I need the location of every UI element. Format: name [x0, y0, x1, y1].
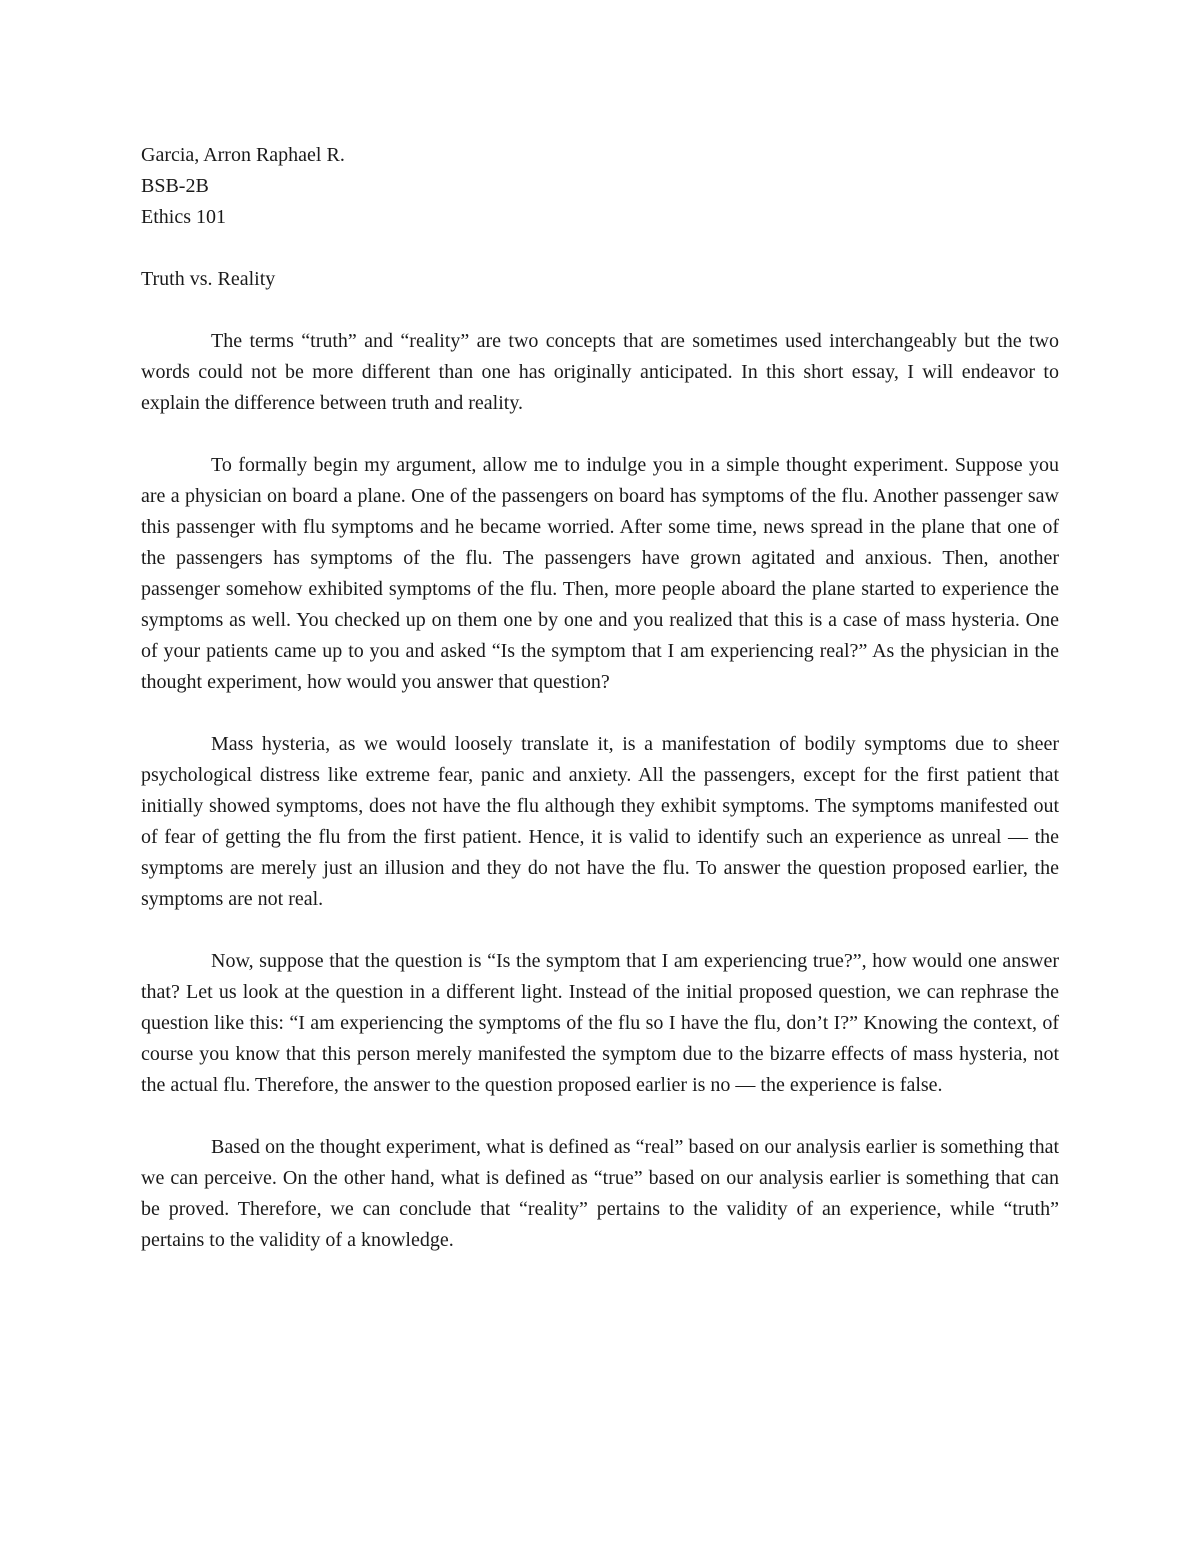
paragraph-conclusion: Based on the thought experiment, what is defined as “real” based on our analysis earlier is something that we can perceive. On the other hand, what is defined as “true” based on our analysis earlier is something that can be proved. Therefore, we can conclude that “reality” pertains to the validity of an experience, while “truth” pertains to the validity of a knowledge.	[141, 1136, 1059, 1251]
course-label: Ethics 101	[141, 206, 226, 228]
document-page	[141, 140, 1059, 1287]
paragraph-introduction: The terms “truth” and “reality” are two concepts that are sometimes used interchangeably but the two words could not be more different than one has originally anticipated. In this short essay, I will endeavor to explain the difference between truth and reality.	[141, 330, 1059, 414]
section-label: BSB-2B	[141, 175, 209, 197]
paragraph-mass-hysteria: Mass hysteria, as we would loosely translate it, is a manifestation of bodily symptoms due to sheer psychological distress like extreme fear, panic and anxiety. All the passengers, except for the first patient that initially showed symptoms, does not have the flu although they exhibit symptoms. The symptoms manifested out of fear of getting the flu from the first patient. Hence, it is valid to identify such an experience as unreal — the symptoms are merely just an illusion and they do not have the flu. To answer the question proposed earlier, the symptoms are not real.	[141, 733, 1059, 910]
author-name: Garcia, Arron Raphael R.	[141, 144, 345, 166]
paragraph-truth-question: Now, suppose that the question is “Is the symptom that I am experiencing true?”, how would one answer that? Let us look at the question in a different light. Instead of the initial proposed question, we can rephrase the question like this: “I am experiencing the symptoms of the flu so I have the flu, don’t I?” Knowing the context, of course you know that this person merely manifested the symptom due to the bizarre effects of mass hysteria, not the actual flu. Therefore, the answer to the question proposed earlier is no — the experience is false.	[141, 950, 1059, 1096]
essay-title: Truth vs. Reality	[141, 268, 276, 290]
paragraph-thought-experiment: To formally begin my argument, allow me to indulge you in a simple thought experiment. Suppose you are a physician on board a plane. One of the passengers on board has symptoms of the flu. Another passenger saw this passenger with flu symptoms and he became worried. After some time, news spread in the plane that one of the passengers has symptoms of the flu. The passengers have grown agitated and anxious. Then, another passenger somehow exhibited symptoms of the flu. Then, more people aboard the plane started to experience the symptoms as well. You checked up on them one by one and you realized that this is a case of mass hysteria. One of your patients came up to you and asked “Is the symptom that I am experiencing real?” As the physician in the thought experiment, how would you answer that question?	[141, 454, 1059, 693]
